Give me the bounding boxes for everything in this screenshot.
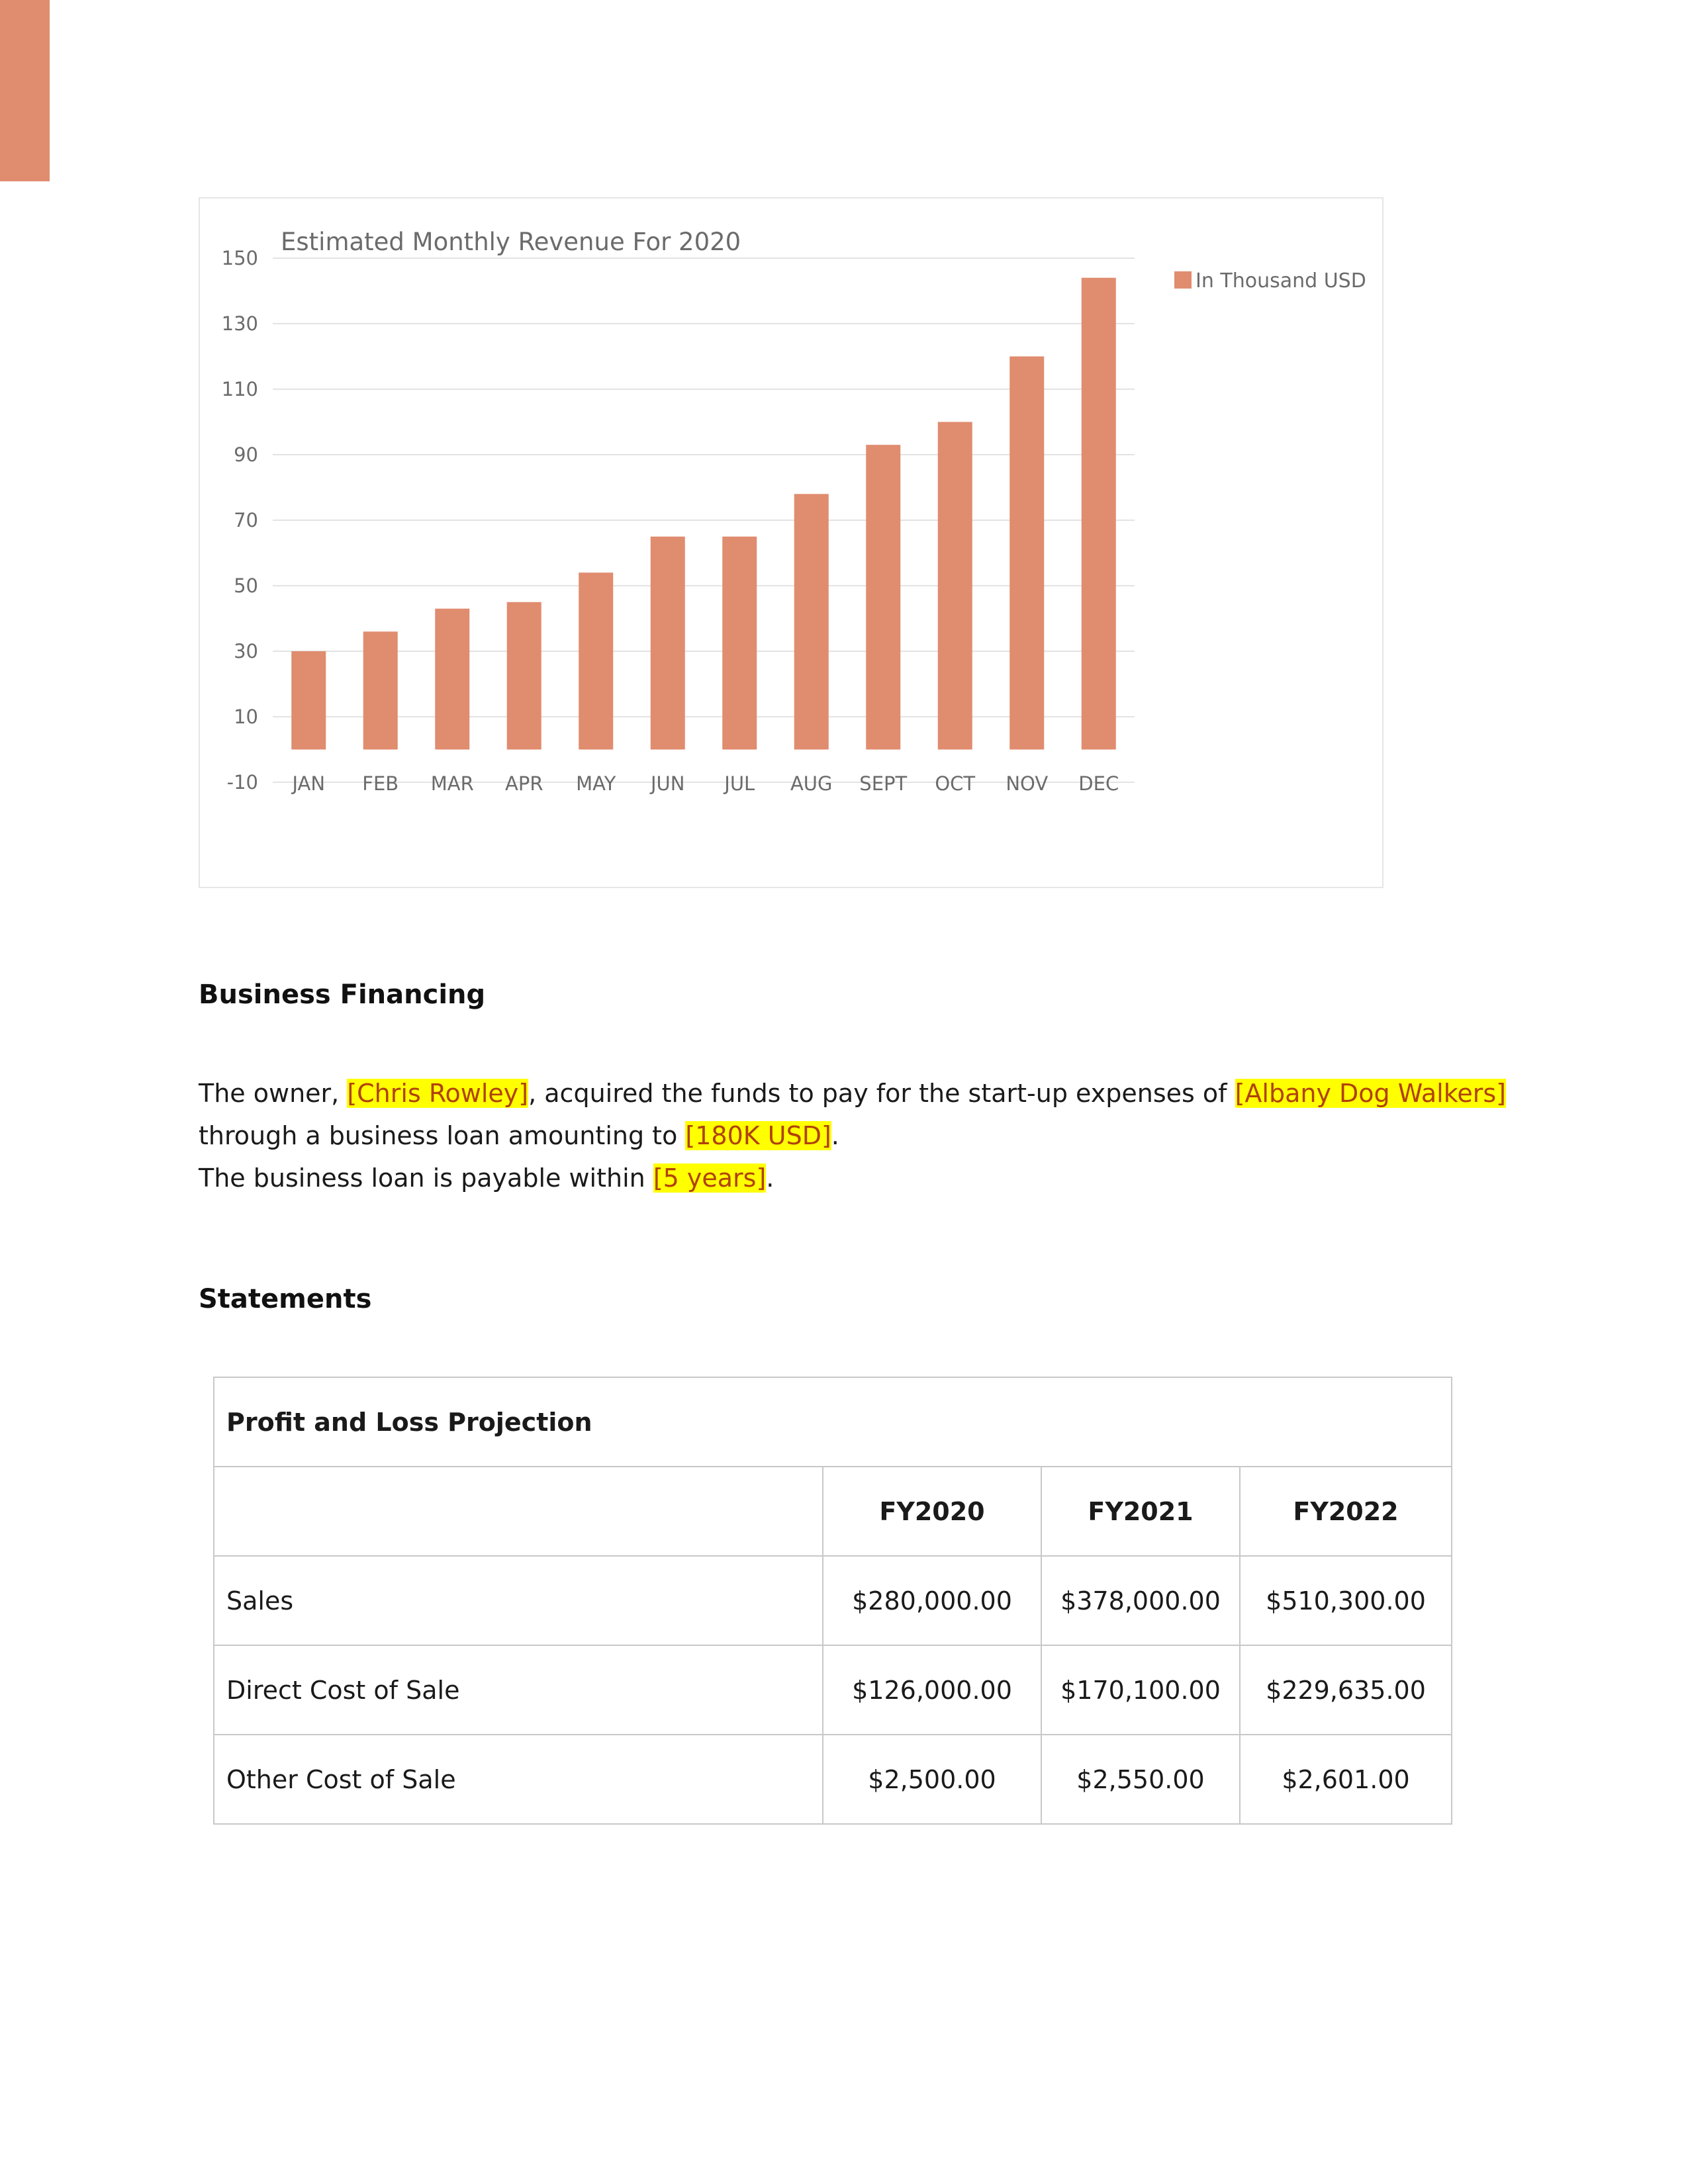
corner-accent-rect xyxy=(0,0,50,181)
term-prefix: The business loan is payable within xyxy=(199,1163,653,1193)
financing-line-3 xyxy=(199,1157,1523,1199)
x-tick-label: DEC xyxy=(1078,772,1119,795)
owner-prefix: The owner, xyxy=(199,1079,348,1108)
x-tick-label: MAR xyxy=(430,772,474,795)
y-tick-label: 90 xyxy=(234,443,258,466)
bar xyxy=(363,631,398,749)
funds-text: , acquired the funds to pay for the start-up expenses of xyxy=(528,1079,1235,1108)
financing-line-1 xyxy=(199,1072,1523,1115)
chart-title: Estimated Monthly Revenue For 2020 xyxy=(281,228,741,256)
table-row xyxy=(214,1735,1452,1824)
y-tick-label: 130 xyxy=(221,312,258,335)
financing-paragraph xyxy=(199,1072,1523,1199)
bar xyxy=(507,602,541,750)
cell-value: $510,300.00 xyxy=(1240,1556,1452,1645)
business-financing-heading: Business Financing xyxy=(199,979,486,1010)
cell-value: $280,000.00 xyxy=(823,1556,1041,1645)
owner-name-placeholder: [Chris Rowley] xyxy=(347,1079,529,1108)
term-suffix: . xyxy=(766,1163,774,1193)
chart-y-tick-labels xyxy=(222,247,258,794)
x-tick-label: JAN xyxy=(292,772,326,795)
revenue-chart xyxy=(199,197,1383,888)
table-row xyxy=(214,1556,1452,1645)
y-tick-label: 150 xyxy=(221,247,258,269)
row-label-other-cost: Other Cost of Sale xyxy=(214,1735,823,1824)
y-tick-label: 30 xyxy=(234,640,258,662)
bar xyxy=(722,537,757,750)
x-tick-label: APR xyxy=(505,772,543,795)
profit-loss-table xyxy=(213,1377,1452,1825)
loan-prefix: through a business loan amounting to xyxy=(199,1121,686,1150)
cell-value: $2,500.00 xyxy=(823,1735,1041,1824)
chart-gridlines xyxy=(273,258,1135,782)
legend-swatch xyxy=(1174,271,1192,289)
x-tick-label: AUG xyxy=(790,772,833,795)
bar xyxy=(1082,278,1116,750)
y-tick-label: 50 xyxy=(234,574,258,597)
financing-line-2 xyxy=(199,1115,1523,1157)
x-tick-label: NOV xyxy=(1006,772,1049,795)
x-tick-label: SEPT xyxy=(859,772,908,795)
bar xyxy=(938,422,972,750)
legend-label: In Thousand USD xyxy=(1196,269,1366,293)
bar xyxy=(291,651,326,750)
x-tick-label: JUL xyxy=(724,772,755,795)
bar xyxy=(435,609,469,750)
x-tick-label: OCT xyxy=(935,772,976,795)
cell-value: $126,000.00 xyxy=(823,1645,1041,1735)
x-tick-label: JUN xyxy=(651,772,685,795)
x-tick-label: FEB xyxy=(362,772,399,795)
row-label-direct-cost: Direct Cost of Sale xyxy=(214,1645,823,1735)
y-tick-label: -10 xyxy=(226,771,258,794)
table-row xyxy=(214,1645,1452,1735)
y-tick-label: 110 xyxy=(221,378,258,400)
table-title-row xyxy=(214,1377,1452,1467)
business-name-placeholder: [Albany Dog Walkers] xyxy=(1235,1079,1507,1108)
header-empty-cell xyxy=(214,1467,823,1556)
x-tick-label: MAY xyxy=(576,772,616,795)
cell-value: $170,100.00 xyxy=(1041,1645,1240,1735)
table-title: Profit and Loss Projection xyxy=(214,1377,1452,1467)
header-fy2020: FY2020 xyxy=(823,1467,1041,1556)
header-fy2022: FY2022 xyxy=(1240,1467,1452,1556)
corner-accent-tab xyxy=(0,0,50,181)
statements-heading: Statements xyxy=(199,1284,372,1314)
loan-suffix: . xyxy=(831,1121,839,1150)
revenue-chart-svg xyxy=(200,199,1382,887)
bar xyxy=(651,537,685,750)
chart-x-tick-labels xyxy=(291,772,1119,795)
header-fy2021: FY2021 xyxy=(1041,1467,1240,1556)
chart-bars xyxy=(291,278,1116,750)
cell-value: $378,000.00 xyxy=(1041,1556,1240,1645)
loan-amount-placeholder: [180K USD] xyxy=(685,1121,831,1150)
bar xyxy=(794,494,829,749)
bar xyxy=(579,572,613,749)
y-tick-label: 10 xyxy=(234,705,258,728)
cell-value: $229,635.00 xyxy=(1240,1645,1452,1735)
cell-value: $2,550.00 xyxy=(1041,1735,1240,1824)
cell-value: $2,601.00 xyxy=(1240,1735,1452,1824)
row-label-sales: Sales xyxy=(214,1556,823,1645)
bar xyxy=(1009,357,1044,750)
loan-term-placeholder: [5 years] xyxy=(653,1163,767,1193)
bar xyxy=(866,445,900,749)
table-header-row xyxy=(214,1467,1452,1556)
y-tick-label: 70 xyxy=(234,509,258,531)
